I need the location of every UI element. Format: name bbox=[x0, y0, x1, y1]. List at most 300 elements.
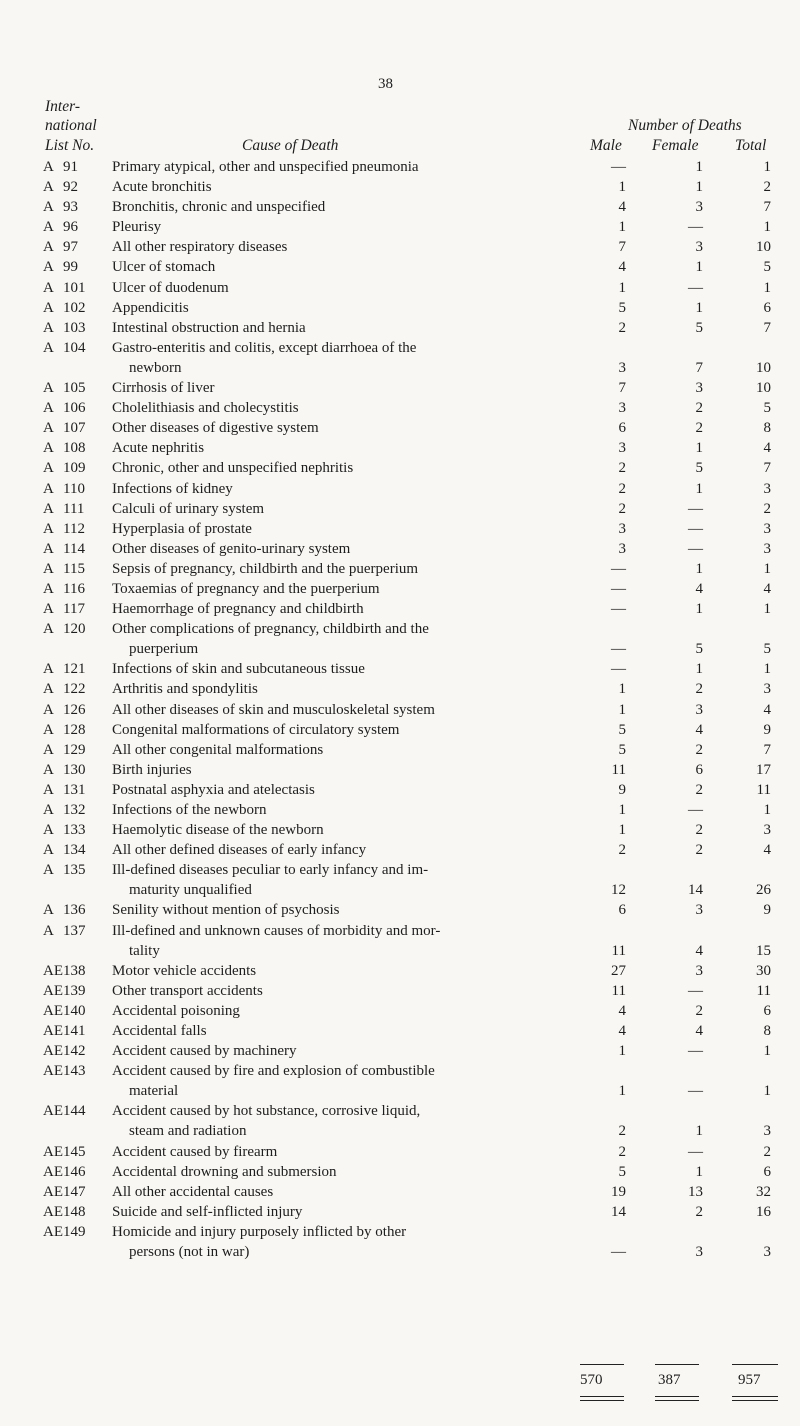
table-row bbox=[0, 579, 800, 599]
total-count: 2 bbox=[763, 179, 771, 196]
list-code: 142 bbox=[63, 1043, 86, 1060]
cause-text: Ill-defined diseases peculiar to early infancy and im- bbox=[112, 862, 429, 879]
total-count: 3 bbox=[763, 822, 771, 839]
male-count: 1 bbox=[618, 179, 626, 196]
total-count: 4 bbox=[763, 440, 771, 457]
female-count: 14 bbox=[688, 882, 703, 899]
table-row bbox=[0, 1001, 800, 1021]
list-code: 140 bbox=[63, 1002, 86, 1019]
list-code: 105 bbox=[63, 380, 86, 397]
list-code: 132 bbox=[63, 802, 86, 818]
cause-text: Homicide and injury purposely inflicted by other bbox=[112, 1223, 407, 1240]
list-code: 106 bbox=[63, 400, 86, 417]
male-count: 2 bbox=[618, 480, 626, 497]
female-count: 2 bbox=[695, 781, 703, 798]
list-prefix: A bbox=[43, 480, 54, 497]
cause-text: Accident caused by firearm bbox=[112, 1143, 278, 1160]
list-number bbox=[43, 1182, 103, 1202]
male-count: 2 bbox=[618, 319, 626, 336]
list-prefix: A bbox=[43, 621, 54, 638]
table-row bbox=[0, 1041, 800, 1061]
cause-text-continued: newborn bbox=[129, 359, 182, 376]
male-count: 9 bbox=[618, 781, 626, 798]
cause-text: Cirrhosis of liver bbox=[112, 380, 215, 397]
cause-text: Haemorrhage of pregnancy and childbirth bbox=[112, 601, 364, 618]
list-prefix: AE bbox=[43, 962, 63, 979]
female-count: 2 bbox=[695, 400, 703, 417]
list-code: 97 bbox=[63, 239, 78, 256]
male-count: — bbox=[611, 641, 626, 658]
cause-text: Accident caused by hot substance, corrosive liquid, bbox=[112, 1103, 421, 1120]
list-code: 139 bbox=[63, 982, 86, 999]
table-row bbox=[0, 599, 800, 619]
list-code: 114 bbox=[63, 540, 85, 557]
male-count: 3 bbox=[618, 540, 626, 557]
table-row bbox=[0, 679, 800, 699]
list-prefix: A bbox=[43, 701, 54, 718]
list-prefix: A bbox=[43, 822, 54, 839]
deaths-table bbox=[0, 157, 800, 1262]
list-number bbox=[43, 720, 103, 740]
cause-text: All other congenital malformations bbox=[112, 741, 324, 758]
male-count: 11 bbox=[611, 942, 626, 959]
total-count: 2 bbox=[763, 1143, 771, 1160]
list-code: 121 bbox=[63, 661, 86, 678]
list-prefix: AE bbox=[43, 1063, 63, 1080]
male-count: 7 bbox=[618, 380, 626, 397]
total-count: 10 bbox=[756, 359, 771, 376]
list-number bbox=[43, 438, 103, 458]
list-code: 148 bbox=[63, 1203, 86, 1220]
list-prefix: A bbox=[43, 279, 54, 296]
list-number bbox=[43, 1061, 103, 1081]
list-prefix: A bbox=[43, 761, 54, 778]
list-prefix: AE bbox=[43, 1023, 63, 1040]
list-code: 93 bbox=[63, 199, 78, 216]
sum-rule-male bbox=[580, 1364, 624, 1365]
cause-text: Intestinal obstruction and hernia bbox=[112, 319, 306, 336]
total-count: 10 bbox=[756, 239, 771, 256]
female-count: — bbox=[688, 982, 703, 999]
female-count: 4 bbox=[695, 580, 703, 597]
female-count: — bbox=[688, 540, 703, 557]
list-number bbox=[43, 338, 103, 358]
table-row bbox=[0, 559, 800, 579]
total-count: 3 bbox=[763, 1243, 771, 1260]
male-count: 1 bbox=[618, 701, 626, 718]
list-code: 111 bbox=[63, 500, 85, 517]
female-count: 2 bbox=[695, 842, 703, 859]
female-count: 3 bbox=[695, 902, 703, 919]
female-count: — bbox=[688, 1083, 703, 1100]
table-row bbox=[0, 499, 800, 519]
list-code: 131 bbox=[63, 781, 86, 798]
female-count: 6 bbox=[695, 761, 703, 778]
table-row bbox=[0, 760, 800, 780]
list-code: 122 bbox=[63, 681, 86, 698]
total-count: 32 bbox=[756, 1183, 771, 1200]
cause-text: Sepsis of pregnancy, childbirth and the puerperium bbox=[112, 560, 419, 577]
total-count: 3 bbox=[763, 480, 771, 497]
list-number bbox=[43, 298, 103, 318]
total-count: 1 bbox=[763, 1083, 771, 1100]
male-count: 3 bbox=[618, 359, 626, 376]
list-number bbox=[43, 961, 103, 981]
cause-text: Infections of skin and subcutaneous tissue bbox=[112, 661, 365, 678]
list-code: 104 bbox=[63, 339, 86, 356]
total-count: 1 bbox=[763, 560, 771, 577]
list-prefix: A bbox=[43, 540, 54, 557]
cause-text: Acute nephritis bbox=[112, 440, 205, 457]
list-code: 147 bbox=[63, 1183, 86, 1200]
male-count: 2 bbox=[618, 1123, 626, 1140]
female-count: 1 bbox=[695, 560, 703, 577]
table-row bbox=[0, 1101, 800, 1141]
total-count: 15 bbox=[756, 942, 771, 959]
cause-text: Calculi of urinary system bbox=[112, 500, 265, 517]
cause-text: Accidental poisoning bbox=[112, 1002, 240, 1019]
total-count: 7 bbox=[763, 199, 771, 216]
table-row bbox=[0, 318, 800, 338]
list-code: 107 bbox=[63, 420, 86, 437]
table-row bbox=[0, 157, 800, 177]
cause-text: Ulcer of stomach bbox=[112, 259, 216, 276]
female-count: 1 bbox=[695, 259, 703, 276]
table-row bbox=[0, 278, 800, 298]
cause-text: Motor vehicle accidents bbox=[112, 962, 257, 979]
male-count: 2 bbox=[618, 842, 626, 859]
list-prefix: A bbox=[43, 661, 54, 678]
cause-text: Arthritis and spondylitis bbox=[112, 681, 258, 698]
list-number bbox=[43, 257, 103, 277]
cause-text: Haemolytic disease of the newborn bbox=[112, 822, 324, 839]
list-prefix: A bbox=[43, 922, 54, 939]
list-prefix: AE bbox=[43, 982, 63, 999]
cause-text: Chronic, other and unspecified nephritis bbox=[112, 460, 354, 477]
list-prefix: A bbox=[43, 179, 54, 196]
male-count: — bbox=[611, 1243, 626, 1260]
list-code: 137 bbox=[63, 922, 86, 939]
cause-text: Hyperplasia of prostate bbox=[112, 520, 252, 537]
table-row bbox=[0, 860, 800, 900]
male-count: 12 bbox=[611, 882, 626, 899]
total-count: 1 bbox=[763, 279, 771, 296]
female-count: 2 bbox=[695, 420, 703, 437]
list-number bbox=[43, 1041, 103, 1061]
cause-text: Senility without mention of psychosis bbox=[112, 902, 340, 919]
cause-text: Postnatal asphyxia and atelectasis bbox=[112, 781, 315, 798]
list-prefix: AE bbox=[43, 1143, 63, 1160]
list-code: 101 bbox=[63, 279, 86, 296]
list-prefix: AE bbox=[43, 1183, 63, 1200]
sum-rule-female bbox=[655, 1364, 699, 1365]
list-code: 136 bbox=[63, 902, 86, 919]
female-count: 2 bbox=[695, 1203, 703, 1220]
header-male: Male bbox=[590, 137, 622, 154]
table-row bbox=[0, 1142, 800, 1162]
list-prefix: AE bbox=[43, 1103, 63, 1120]
header-cause: Cause of Death bbox=[242, 137, 339, 154]
female-count: 1 bbox=[695, 601, 703, 618]
total-count: 6 bbox=[763, 1163, 771, 1180]
list-prefix: AE bbox=[43, 1043, 63, 1060]
female-count: 1 bbox=[695, 661, 703, 678]
total-count: 3 bbox=[763, 520, 771, 537]
cause-text: Acute bronchitis bbox=[112, 179, 212, 196]
list-code: 99 bbox=[63, 259, 78, 276]
male-count: 2 bbox=[618, 500, 626, 517]
cause-text-continued: maturity unqualified bbox=[129, 882, 252, 899]
total-count: 16 bbox=[756, 1203, 771, 1220]
female-count: 1 bbox=[695, 179, 703, 196]
list-number bbox=[43, 619, 103, 639]
female-count: — bbox=[688, 520, 703, 537]
female-count: 2 bbox=[695, 681, 703, 698]
table-row bbox=[0, 237, 800, 257]
total-count: 8 bbox=[763, 420, 771, 437]
cause-text: Infections of kidney bbox=[112, 480, 233, 497]
table-row bbox=[0, 800, 800, 820]
cause-text: Accidental falls bbox=[112, 1023, 207, 1040]
female-count: 3 bbox=[695, 199, 703, 216]
table-row bbox=[0, 740, 800, 760]
total-count: 30 bbox=[756, 962, 771, 979]
table-row bbox=[0, 458, 800, 478]
male-count: — bbox=[611, 661, 626, 678]
cause-text: Cholelithiasis and cholecystitis bbox=[112, 400, 299, 417]
list-number bbox=[43, 1222, 103, 1242]
female-count: 4 bbox=[695, 942, 703, 959]
total-count: 26 bbox=[756, 882, 771, 899]
list-number bbox=[43, 981, 103, 1001]
total-count: 5 bbox=[763, 400, 771, 417]
list-number bbox=[43, 900, 103, 920]
male-count: 4 bbox=[618, 1002, 626, 1019]
male-count: 3 bbox=[618, 400, 626, 417]
table-row bbox=[0, 1222, 800, 1262]
list-number bbox=[43, 157, 103, 177]
list-number bbox=[43, 217, 103, 237]
total-count: 3 bbox=[763, 681, 771, 698]
list-code: 126 bbox=[63, 701, 86, 718]
table-row bbox=[0, 197, 800, 217]
header-total: Total bbox=[735, 137, 767, 154]
table-row bbox=[0, 921, 800, 961]
female-count: 1 bbox=[695, 1163, 703, 1180]
male-count: 14 bbox=[611, 1203, 626, 1220]
cause-text: All other defined diseases of early infancy bbox=[112, 842, 367, 859]
list-number bbox=[43, 579, 103, 599]
list-code: 92 bbox=[63, 179, 78, 196]
table-row bbox=[0, 217, 800, 237]
female-count: 3 bbox=[695, 239, 703, 256]
list-code: 102 bbox=[63, 299, 86, 316]
list-number bbox=[43, 679, 103, 699]
male-count: — bbox=[611, 580, 626, 597]
list-code: 138 bbox=[63, 962, 86, 979]
list-number bbox=[43, 840, 103, 860]
list-code: 141 bbox=[63, 1023, 86, 1040]
list-number bbox=[43, 479, 103, 499]
table-row bbox=[0, 438, 800, 458]
total-count: 1 bbox=[763, 601, 771, 618]
male-count: 5 bbox=[618, 299, 626, 316]
list-number bbox=[43, 921, 103, 941]
total-count: 6 bbox=[763, 299, 771, 316]
female-count: 7 bbox=[695, 359, 703, 376]
list-number bbox=[43, 1142, 103, 1162]
female-count: 3 bbox=[695, 962, 703, 979]
cause-text-continued: puerperium bbox=[129, 641, 199, 658]
list-code: 134 bbox=[63, 842, 86, 859]
cause-text-continued: material bbox=[129, 1083, 179, 1100]
female-count: — bbox=[688, 219, 703, 236]
table-row bbox=[0, 418, 800, 438]
list-number bbox=[43, 700, 103, 720]
male-count: 2 bbox=[618, 460, 626, 477]
female-count: 3 bbox=[695, 701, 703, 718]
cause-text: Other transport accidents bbox=[112, 982, 263, 999]
list-number bbox=[43, 1021, 103, 1041]
list-prefix: A bbox=[43, 219, 54, 236]
page-number: 38 bbox=[378, 76, 393, 92]
female-count: 1 bbox=[695, 299, 703, 316]
table-row bbox=[0, 981, 800, 1001]
table-row bbox=[0, 177, 800, 197]
list-number bbox=[43, 1162, 103, 1182]
male-count: 3 bbox=[618, 520, 626, 537]
male-count: 6 bbox=[618, 902, 626, 919]
list-prefix: A bbox=[43, 741, 54, 758]
female-count: — bbox=[688, 1043, 703, 1060]
list-code: 112 bbox=[63, 520, 85, 537]
male-count: — bbox=[611, 159, 626, 175]
cause-text: All other diseases of skin and musculoskeletal system bbox=[112, 701, 435, 718]
female-count: 1 bbox=[695, 1123, 703, 1140]
list-number bbox=[43, 177, 103, 197]
male-count: 11 bbox=[611, 982, 626, 999]
male-count: — bbox=[611, 560, 626, 577]
list-prefix: A bbox=[43, 601, 54, 618]
list-number bbox=[43, 378, 103, 398]
cause-text: Ulcer of duodenum bbox=[112, 279, 229, 296]
list-prefix: AE bbox=[43, 1163, 63, 1180]
list-prefix: A bbox=[43, 781, 54, 798]
list-number bbox=[43, 539, 103, 559]
list-number bbox=[43, 418, 103, 438]
list-number bbox=[43, 519, 103, 539]
table-row bbox=[0, 1182, 800, 1202]
total-count: 1 bbox=[763, 159, 771, 175]
male-count: 5 bbox=[618, 1163, 626, 1180]
list-number bbox=[43, 800, 103, 820]
header-female: Female bbox=[652, 137, 699, 154]
total-count: 1 bbox=[763, 802, 771, 818]
list-number bbox=[43, 1202, 103, 1222]
list-code: 130 bbox=[63, 761, 86, 778]
female-count: 2 bbox=[695, 822, 703, 839]
male-count: 19 bbox=[611, 1183, 626, 1200]
list-number bbox=[43, 458, 103, 478]
female-count: 4 bbox=[695, 1023, 703, 1040]
list-code: 133 bbox=[63, 822, 86, 839]
list-number bbox=[43, 740, 103, 760]
list-number bbox=[43, 499, 103, 519]
list-number bbox=[43, 318, 103, 338]
cause-text: Gastro-enteritis and colitis, except diarrhoea of the bbox=[112, 339, 417, 356]
list-prefix: A bbox=[43, 239, 54, 256]
total-count: 1 bbox=[763, 661, 771, 678]
list-number bbox=[43, 599, 103, 619]
female-count: 2 bbox=[695, 741, 703, 758]
list-number bbox=[43, 398, 103, 418]
sum-rule-total bbox=[732, 1364, 778, 1365]
list-prefix: A bbox=[43, 339, 54, 356]
header-number-of-deaths: Number of Deaths bbox=[628, 117, 742, 134]
list-prefix: AE bbox=[43, 1223, 63, 1240]
list-prefix: A bbox=[43, 580, 54, 597]
list-prefix: A bbox=[43, 259, 54, 276]
total-count: 8 bbox=[763, 1023, 771, 1040]
male-count: 7 bbox=[618, 239, 626, 256]
list-prefix: A bbox=[43, 199, 54, 216]
cause-text: Congenital malformations of circulatory system bbox=[112, 721, 400, 738]
female-count: 3 bbox=[695, 380, 703, 397]
list-prefix: A bbox=[43, 721, 54, 738]
cause-text: Primary atypical, other and unspecified pneumonia bbox=[112, 159, 419, 175]
list-number bbox=[43, 197, 103, 217]
list-prefix: A bbox=[43, 560, 54, 577]
male-count: 2 bbox=[618, 1143, 626, 1160]
total-count: 17 bbox=[756, 761, 771, 778]
total-count: 4 bbox=[763, 580, 771, 597]
total-count: 10 bbox=[756, 380, 771, 397]
male-count: 5 bbox=[618, 741, 626, 758]
table-row bbox=[0, 1162, 800, 1182]
cause-text: Other complications of pregnancy, childbirth and the bbox=[112, 621, 429, 638]
total-male: 570 bbox=[580, 1372, 603, 1388]
list-code: 135 bbox=[63, 862, 86, 879]
total-all: 957 bbox=[738, 1372, 761, 1388]
cause-text: All other respiratory diseases bbox=[112, 239, 288, 256]
table-row bbox=[0, 257, 800, 277]
table-row bbox=[0, 720, 800, 740]
male-count: 1 bbox=[618, 681, 626, 698]
male-count: — bbox=[611, 601, 626, 618]
cause-text: Other diseases of digestive system bbox=[112, 420, 319, 437]
list-prefix: A bbox=[43, 440, 54, 457]
cause-text: Infections of the newborn bbox=[112, 802, 267, 818]
list-prefix: A bbox=[43, 520, 54, 537]
total-count: 1 bbox=[763, 1043, 771, 1060]
list-number bbox=[43, 659, 103, 679]
cause-text: Appendicitis bbox=[112, 299, 189, 316]
list-code: 116 bbox=[63, 580, 85, 597]
total-count: 5 bbox=[763, 259, 771, 276]
table-row bbox=[0, 840, 800, 860]
male-count: 4 bbox=[618, 259, 626, 276]
female-count: 5 bbox=[695, 641, 703, 658]
list-code: 91 bbox=[63, 159, 78, 175]
cause-text-continued: persons (not in war) bbox=[129, 1243, 250, 1260]
total-female: 387 bbox=[658, 1372, 681, 1388]
list-prefix: AE bbox=[43, 1002, 63, 1019]
table-row bbox=[0, 619, 800, 659]
male-count: 4 bbox=[618, 1023, 626, 1040]
female-count: 2 bbox=[695, 1002, 703, 1019]
table-row bbox=[0, 780, 800, 800]
total-count: 11 bbox=[756, 982, 771, 999]
